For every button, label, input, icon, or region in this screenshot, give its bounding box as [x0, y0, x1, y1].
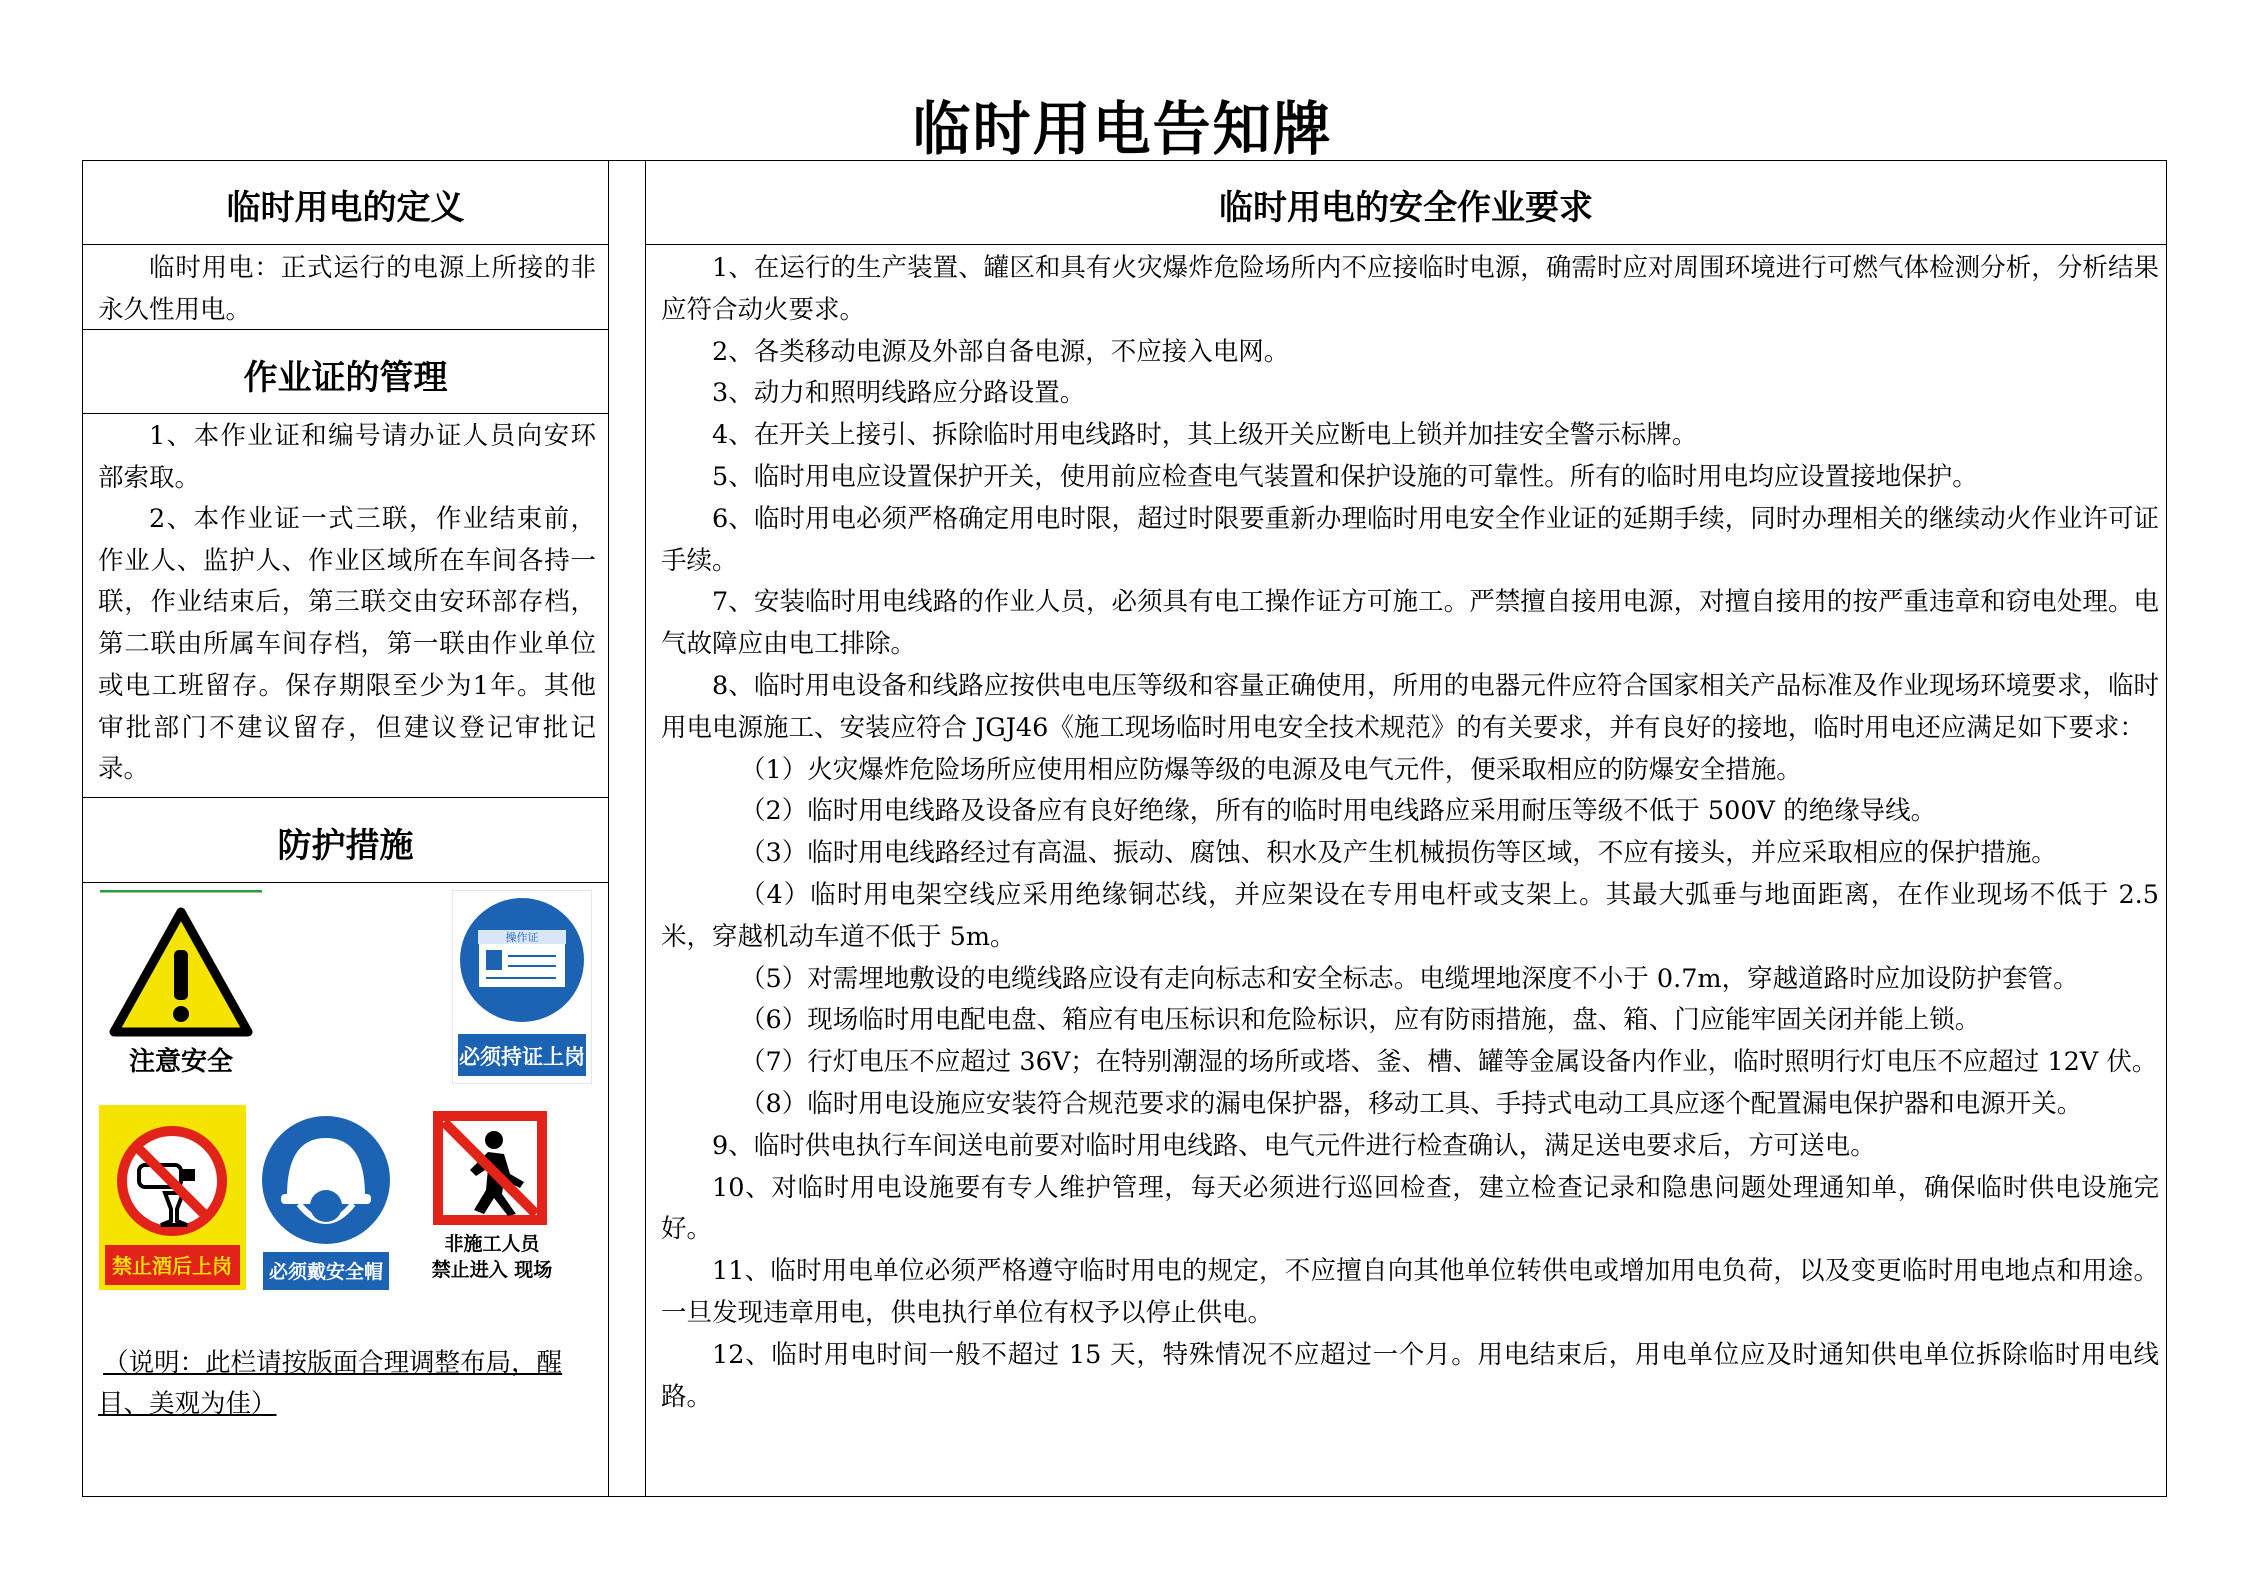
- requirement-subitem: （3）临时用电线路经过有高温、振动、腐蚀、积水及产生机械损伤等区域，不应有接头，并应采取相应的保护措施。: [740, 838, 2057, 869]
- layout-note: （说明：此栏请按版面合理调整布局，醒目、美观为佳）: [98, 1348, 563, 1419]
- requirement-item: 6、临时用电必须严格确定用电时限，超过时限要重新办理临时用电安全作业证的延期手续，同时办理相关的继续动火作业许可证手续。: [661, 503, 2159, 576]
- requirements-heading: 临时用电的安全作业要求: [1219, 188, 1593, 228]
- caution-sign-label: 注意安全: [128, 1047, 234, 1077]
- permit-card-title: 操作证: [505, 931, 539, 944]
- requirement-item: 7、安装临时用电线路的作业人员，必须具有电工操作证方可施工。严禁擅自接用电源，对擅自接用的按严重违章和窃电处理。电气故障应由电工排除。: [661, 587, 2159, 660]
- permit-item: 1、本作业证和编号请办证人员向安环部索取。: [98, 421, 596, 493]
- requirement-item: 8、临时用电设备和线路应按供电电压等级和容量正确使用，所用的电器元件应符合国家相关产品标准及作业现场环境要求，临时用电电源施工、安装应符合 JGJ46《施工现场临时用电安全技术规范》的有关要求，并有良好的接地，临时用电还应满足如下要求：: [661, 670, 2159, 743]
- requirement-subitem: （1）火灾爆炸危险场所应使用相应防爆等级的电源及电气元件，便采取相应的防爆安全措施。: [740, 754, 1802, 785]
- column-divider: [645, 160, 646, 1497]
- helmet-required-sign: [259, 1110, 393, 1294]
- requirement-subitem: （7）行灯电压不应超过 36V；在特别潮湿的场所或塔、釜、槽、罐等金属设备内作业，临时照明行灯电压不应超过 12V 伏。: [740, 1047, 2158, 1078]
- permit-required-sign: [452, 890, 592, 1084]
- definition-heading: 临时用电的定义: [226, 188, 465, 228]
- permit-heading: 作业证的管理: [243, 358, 448, 398]
- requirement-item: 1、在运行的生产装置、罐区和具有火灾爆炸危险场所内不应接临时电源，确需时应对周围环境进行可燃气体检测分析，分析结果应符合动火要求。: [661, 253, 2159, 325]
- requirement-item: 2、各类移动电源及外部自备电源，不应接入电网。: [712, 336, 1290, 367]
- requirement-item: 3、动力和照明线路应分路设置。: [712, 378, 1086, 409]
- requirement-item: 12、临时用电时间一般不超过 15 天，特殊情况不应超过一个月。用电结束后，用电单位应及时通知供电单位拆除临时用电线路。: [661, 1339, 2159, 1412]
- permit-required-label: 必须持证上岗: [459, 1045, 585, 1069]
- requirement-subitem: （2）临时用电线路及设备应有良好绝缘，所有的临时用电线路应采用耐压等级不低于 500V 的绝缘导线。: [740, 796, 1937, 827]
- requirement-subitem: （4）临时用电架空线应采用绝缘铜芯线，并应架设在专用电杆或支架上。其最大弧垂与地面距离，在作业现场不低于 2.5 米，穿越机动车道不低于 5m。: [661, 879, 2159, 952]
- requirement-subitem: （6）现场临时用电配电盘、箱应有电压标识和危险标识，应有防雨措施，盘、箱、门应能牢固关闭并能上锁。: [740, 1005, 1981, 1036]
- requirements-list: [661, 248, 2159, 1418]
- row-divider: [645, 244, 2167, 245]
- no-entry-label-line2: 禁止进入 现场: [431, 1259, 553, 1281]
- requirement-item: 5、临时用电应设置保护开关，使用前应检查电气装置和保护设施的可靠性。所有的临时用电均应设置接地保护。: [712, 461, 1978, 492]
- no-drinking-label: 禁止酒后上岗: [112, 1254, 232, 1278]
- row-divider: [82, 882, 609, 883]
- protection-heading: 防护措施: [277, 826, 414, 866]
- requirement-item: 11、临时用电单位必须严格遵守临时用电的规定，不应擅自向其他单位转供电或增加用电负荷，以及变更临时用电地点和用途。一旦发现违章用电，供电执行单位有权予以停止供电。: [661, 1256, 2159, 1328]
- permit-item: 2、本作业证一式三联，作业结束前，作业人、监护人、作业区域所在车间各持一联，作业结束后，第三联交由安环部存档，第二联由所属车间存档，第一联由作业单位或电工班留存。保存期限至少为1年。其他审批部门不建议留存，但建议登记审批记录。: [98, 504, 596, 785]
- requirement-item: 4、在开关上接引、拆除临时用电线路时，其上级开关应断电上锁并加挂安全警示标牌。: [712, 420, 1698, 451]
- requirement-item: 10、对临时用电设施要有专人维护管理，每天必须进行巡回检查，建立检查记录和隐患问题处理通知单，确保临时供电设施完好。: [661, 1172, 2159, 1245]
- requirement-subitem: （8）临时用电设施应安装符合规范要求的漏电保护器，移动工具、手持式电动工具应逐个配置漏电保护器和电源开关。: [740, 1088, 2083, 1119]
- caution-sign: [100, 890, 262, 1082]
- page-title: 临时用电告知牌: [912, 95, 1333, 163]
- row-divider: [82, 244, 609, 245]
- definition-text: 临时用电：正式运行的电源上所接的非永久性用电。: [98, 253, 596, 325]
- no-entry-sign: [412, 1110, 570, 1290]
- row-divider: [82, 797, 609, 798]
- no-entry-label-line1: 非施工人员: [444, 1233, 540, 1255]
- requirement-item: 9、临时供电执行车间送电前要对临时用电线路、电气元件进行检查确认，满足送电要求后，方可送电。: [712, 1130, 1876, 1161]
- requirement-subitem: （5）对需埋地敷设的电缆线路应设有走向标志和安全标志。电缆埋地深度不小于 0.7m，穿越道路时应加设防护套管。: [740, 963, 2079, 994]
- helmet-required-label: 必须戴安全帽: [268, 1261, 384, 1283]
- row-divider: [82, 413, 609, 414]
- no-drinking-sign: [99, 1105, 246, 1290]
